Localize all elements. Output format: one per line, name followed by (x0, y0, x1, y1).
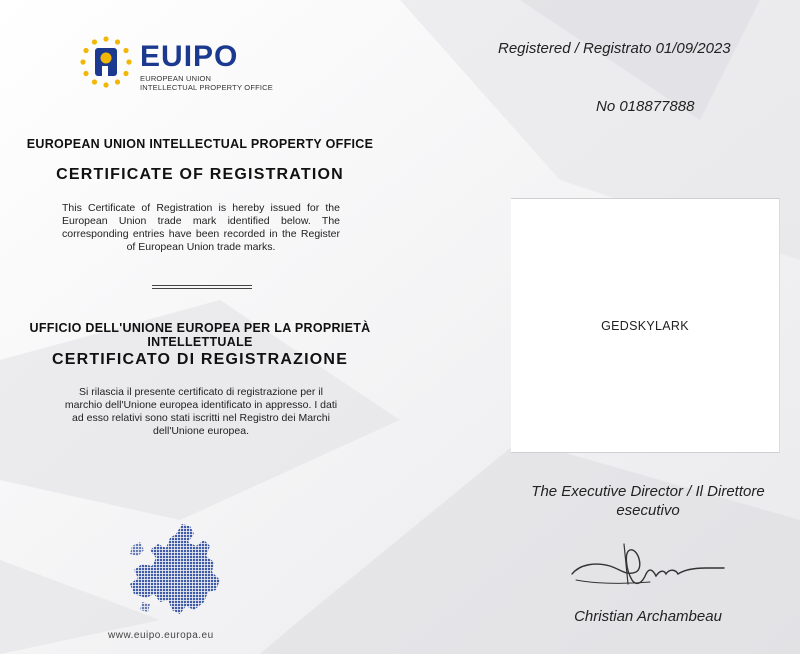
certificate-title-it: CERTIFICATO DI REGISTRAZIONE (51, 351, 349, 368)
europe-map-icon (124, 520, 234, 620)
registration-number: No 018877888 (596, 98, 695, 115)
trade-mark-text: GEDSKYLARK (601, 319, 689, 333)
website-url: www.euipo.europa.eu (108, 630, 214, 641)
section-divider (152, 285, 252, 289)
logo-wordmark: EUIPO (140, 40, 239, 73)
eu-stars-emblem-icon (78, 34, 134, 90)
office-name-it: UFFICIO DELL'UNIONE EUROPEA PER LA PROPRIETÀ INTELLETTUALE (29, 321, 371, 349)
office-name-en: EUROPEAN UNION INTELLECTUAL PROPERTY OFFICE (26, 137, 374, 151)
registration-date: Registered / Registrato 01/09/2023 (498, 40, 731, 57)
certificate-body-it: Si rilascia il presente certificato di registrazione per il marchio dell'Unione europea identificato in appresso. I dati ad esso relativi sono stati iscritti nel Registro dei Marchi dell'Unione europea. (64, 386, 338, 437)
signatory-name: Christian Archambeau (574, 608, 722, 625)
euipo-logo (78, 34, 278, 90)
trade-mark-box (511, 198, 780, 453)
signature-image (566, 540, 736, 592)
signatory-title: The Executive Director / Il Direttore esecutivo (531, 483, 765, 519)
logo-subtitle: EUROPEAN UNION INTELLECTUAL PROPERTY OFFICE (140, 74, 273, 92)
certificate-body-en: This Certificate of Registration is hereby issued for the European Union trade mark identified below. The corresponding entries have been recorded in the Register of European Union trade marks. (62, 202, 340, 253)
certificate-title-en: CERTIFICATE OF REGISTRATION (56, 166, 344, 183)
